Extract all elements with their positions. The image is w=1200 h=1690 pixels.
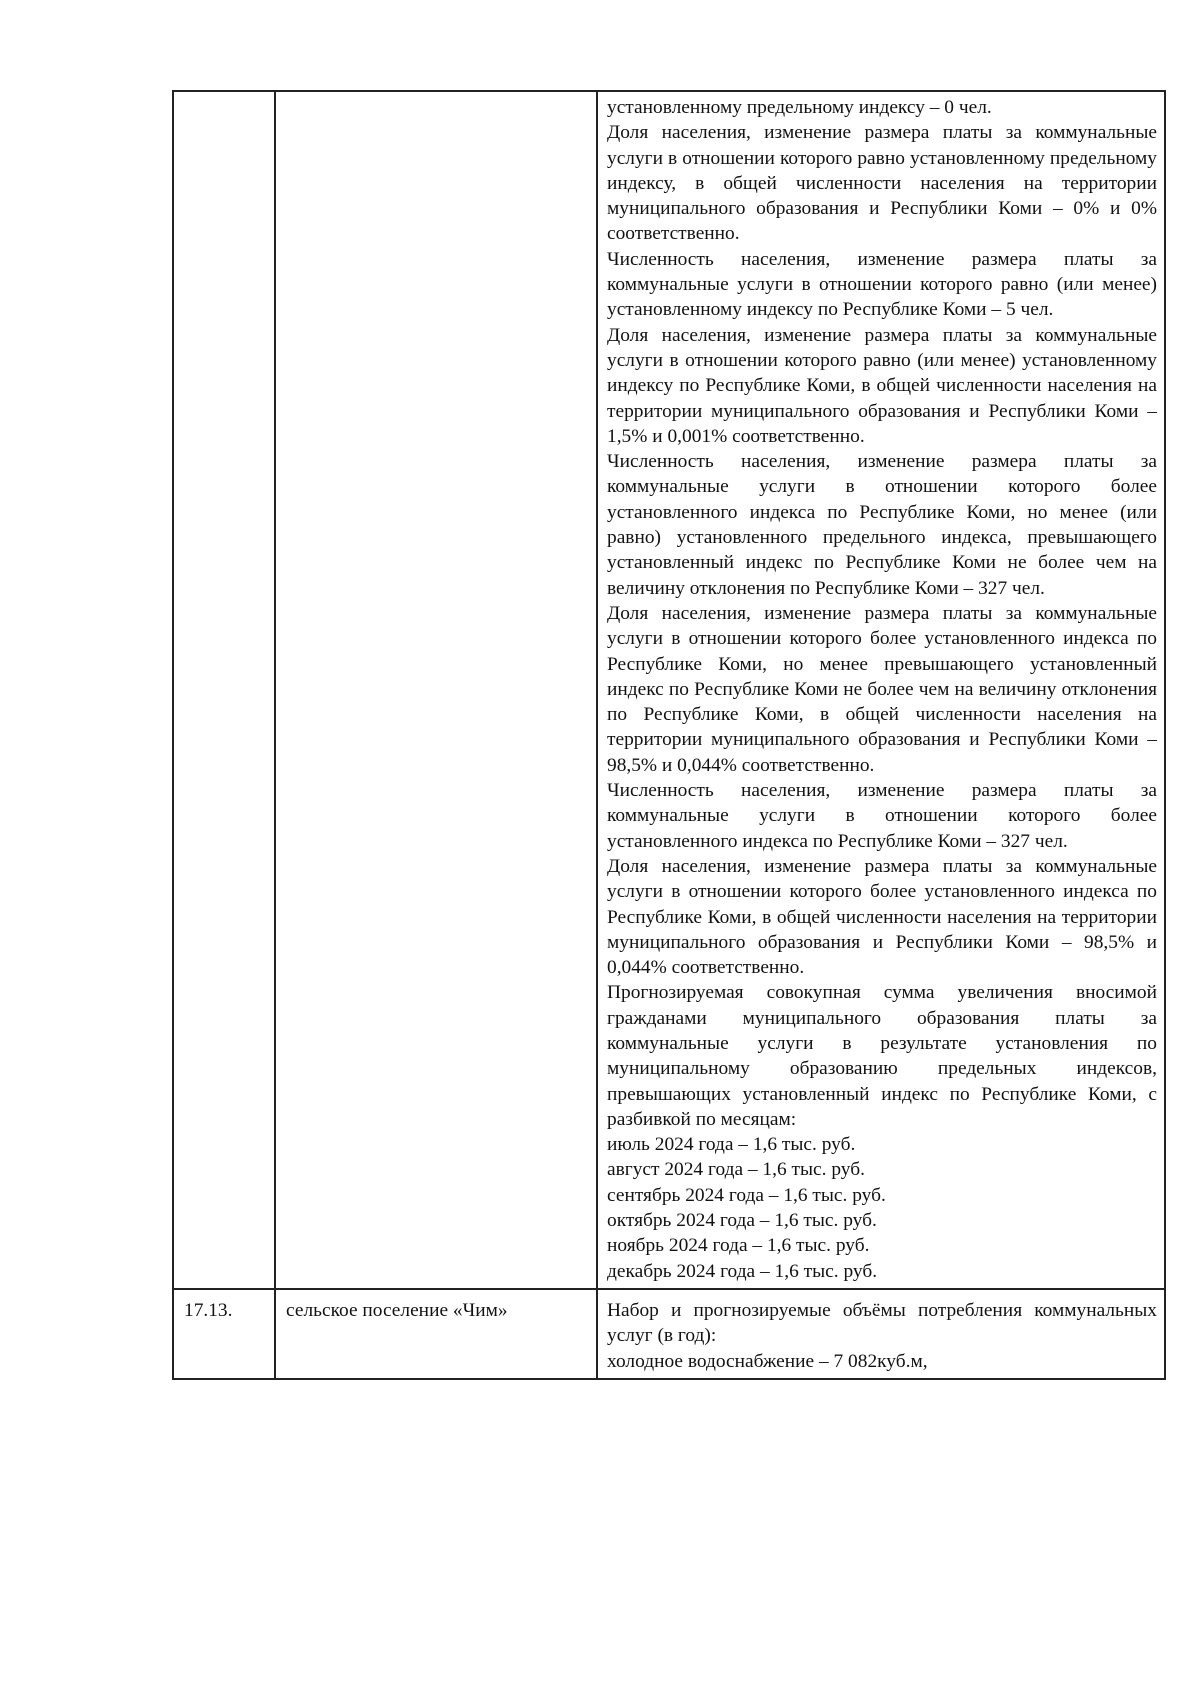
paragraph: Доля населения, изменение размера платы за коммунальные услуги в отношении которого более установленного индекса по Республике Коми, в общей численности населения на территории муниципального образования и Республики Коми – 98,5% и 0,044% соответственно.: [607, 855, 1157, 979]
paragraph: Доля населения, изменение размера платы за коммунальные услуги в отношении которого равно (или менее) установленному индексу по Республике Коми, в общей численности населения на территории муниципального образования и Республики Коми – 1,5% и 0,001% соответственно.: [607, 324, 1157, 447]
description-cell: [597, 91, 1165, 1289]
month-line: октябрь 2024 года – 1,6 тыс. руб.: [607, 1210, 877, 1232]
paragraph: Численность населения, изменение размера платы за коммунальные услуги в отношении которого равно (или менее) установленному индексу по Республике Коми – 5 чел.: [607, 248, 1157, 321]
volume-line: холодное водоснабжение – 7 082куб.м,: [607, 1350, 928, 1372]
row-number-cell: [173, 91, 275, 1289]
description-cell: [597, 1289, 1165, 1379]
row-number-cell: 17.13.: [173, 1289, 275, 1379]
paragraph: Численность населения, изменение размера платы за коммунальные услуги в отношении которого более установленного индекса по Республике Коми – 327 чел.: [607, 780, 1157, 852]
municipality-name-cell: сельское поселение «Чим»: [275, 1289, 597, 1379]
month-line: сентябрь 2024 года – 1,6 тыс. руб.: [607, 1184, 886, 1206]
paragraph: Прогнозируемая совокупная сумма увеличения вносимой гражданами муниципального образования платы за коммунальные услуги в результате установления по муниципальному образованию предельных индексов, превышающих установленный индекс по Республике Коми, с разбивкой по месяцам:: [607, 982, 1157, 1130]
indices-table: [172, 90, 1166, 1380]
table-row: [173, 1289, 1165, 1379]
paragraph: Доля населения, изменение размера платы за коммунальные услуги в отношении которого более установленного индекса по Республике Коми, но менее превышающего установленный индекс по Республике Коми не более чем на величину отклонения по Республике Коми, в общей численности населения на территории муниципального образования и Республики Коми – 98,5% и 0,044% соответственно.: [607, 602, 1157, 776]
paragraph: установленному предельному индексу – 0 чел.: [607, 97, 992, 118]
month-line: август 2024 года – 1,6 тыс. руб.: [607, 1159, 865, 1181]
month-line: декабрь 2024 года – 1,6 тыс. руб.: [607, 1260, 878, 1282]
month-line: ноябрь 2024 года – 1,6 тыс. руб.: [607, 1235, 870, 1257]
table-row: [173, 91, 1165, 1289]
paragraph: Набор и прогнозируемые объёмы потребления коммунальных услуг (в год):: [607, 1299, 1157, 1347]
paragraph: Доля населения, изменение размера платы за коммунальные услуги в отношении которого равно установленному предельному индексу, в общей численности населения на территории муниципального образования и Республики Коми – 0% и 0% соответственно.: [607, 122, 1157, 245]
month-line: июль 2024 года – 1,6 тыс. руб.: [607, 1134, 856, 1156]
paragraph: Численность населения, изменение размера платы за коммунальные услуги в отношении которого более установленного индекса по Республике Коми, но менее (или равно) установленного предельного индекса, превышающего установленный индекс по Республике Коми не более чем на величину отклонения по Республике Коми – 327 чел.: [607, 451, 1157, 599]
municipality-name-cell: [275, 91, 597, 1289]
